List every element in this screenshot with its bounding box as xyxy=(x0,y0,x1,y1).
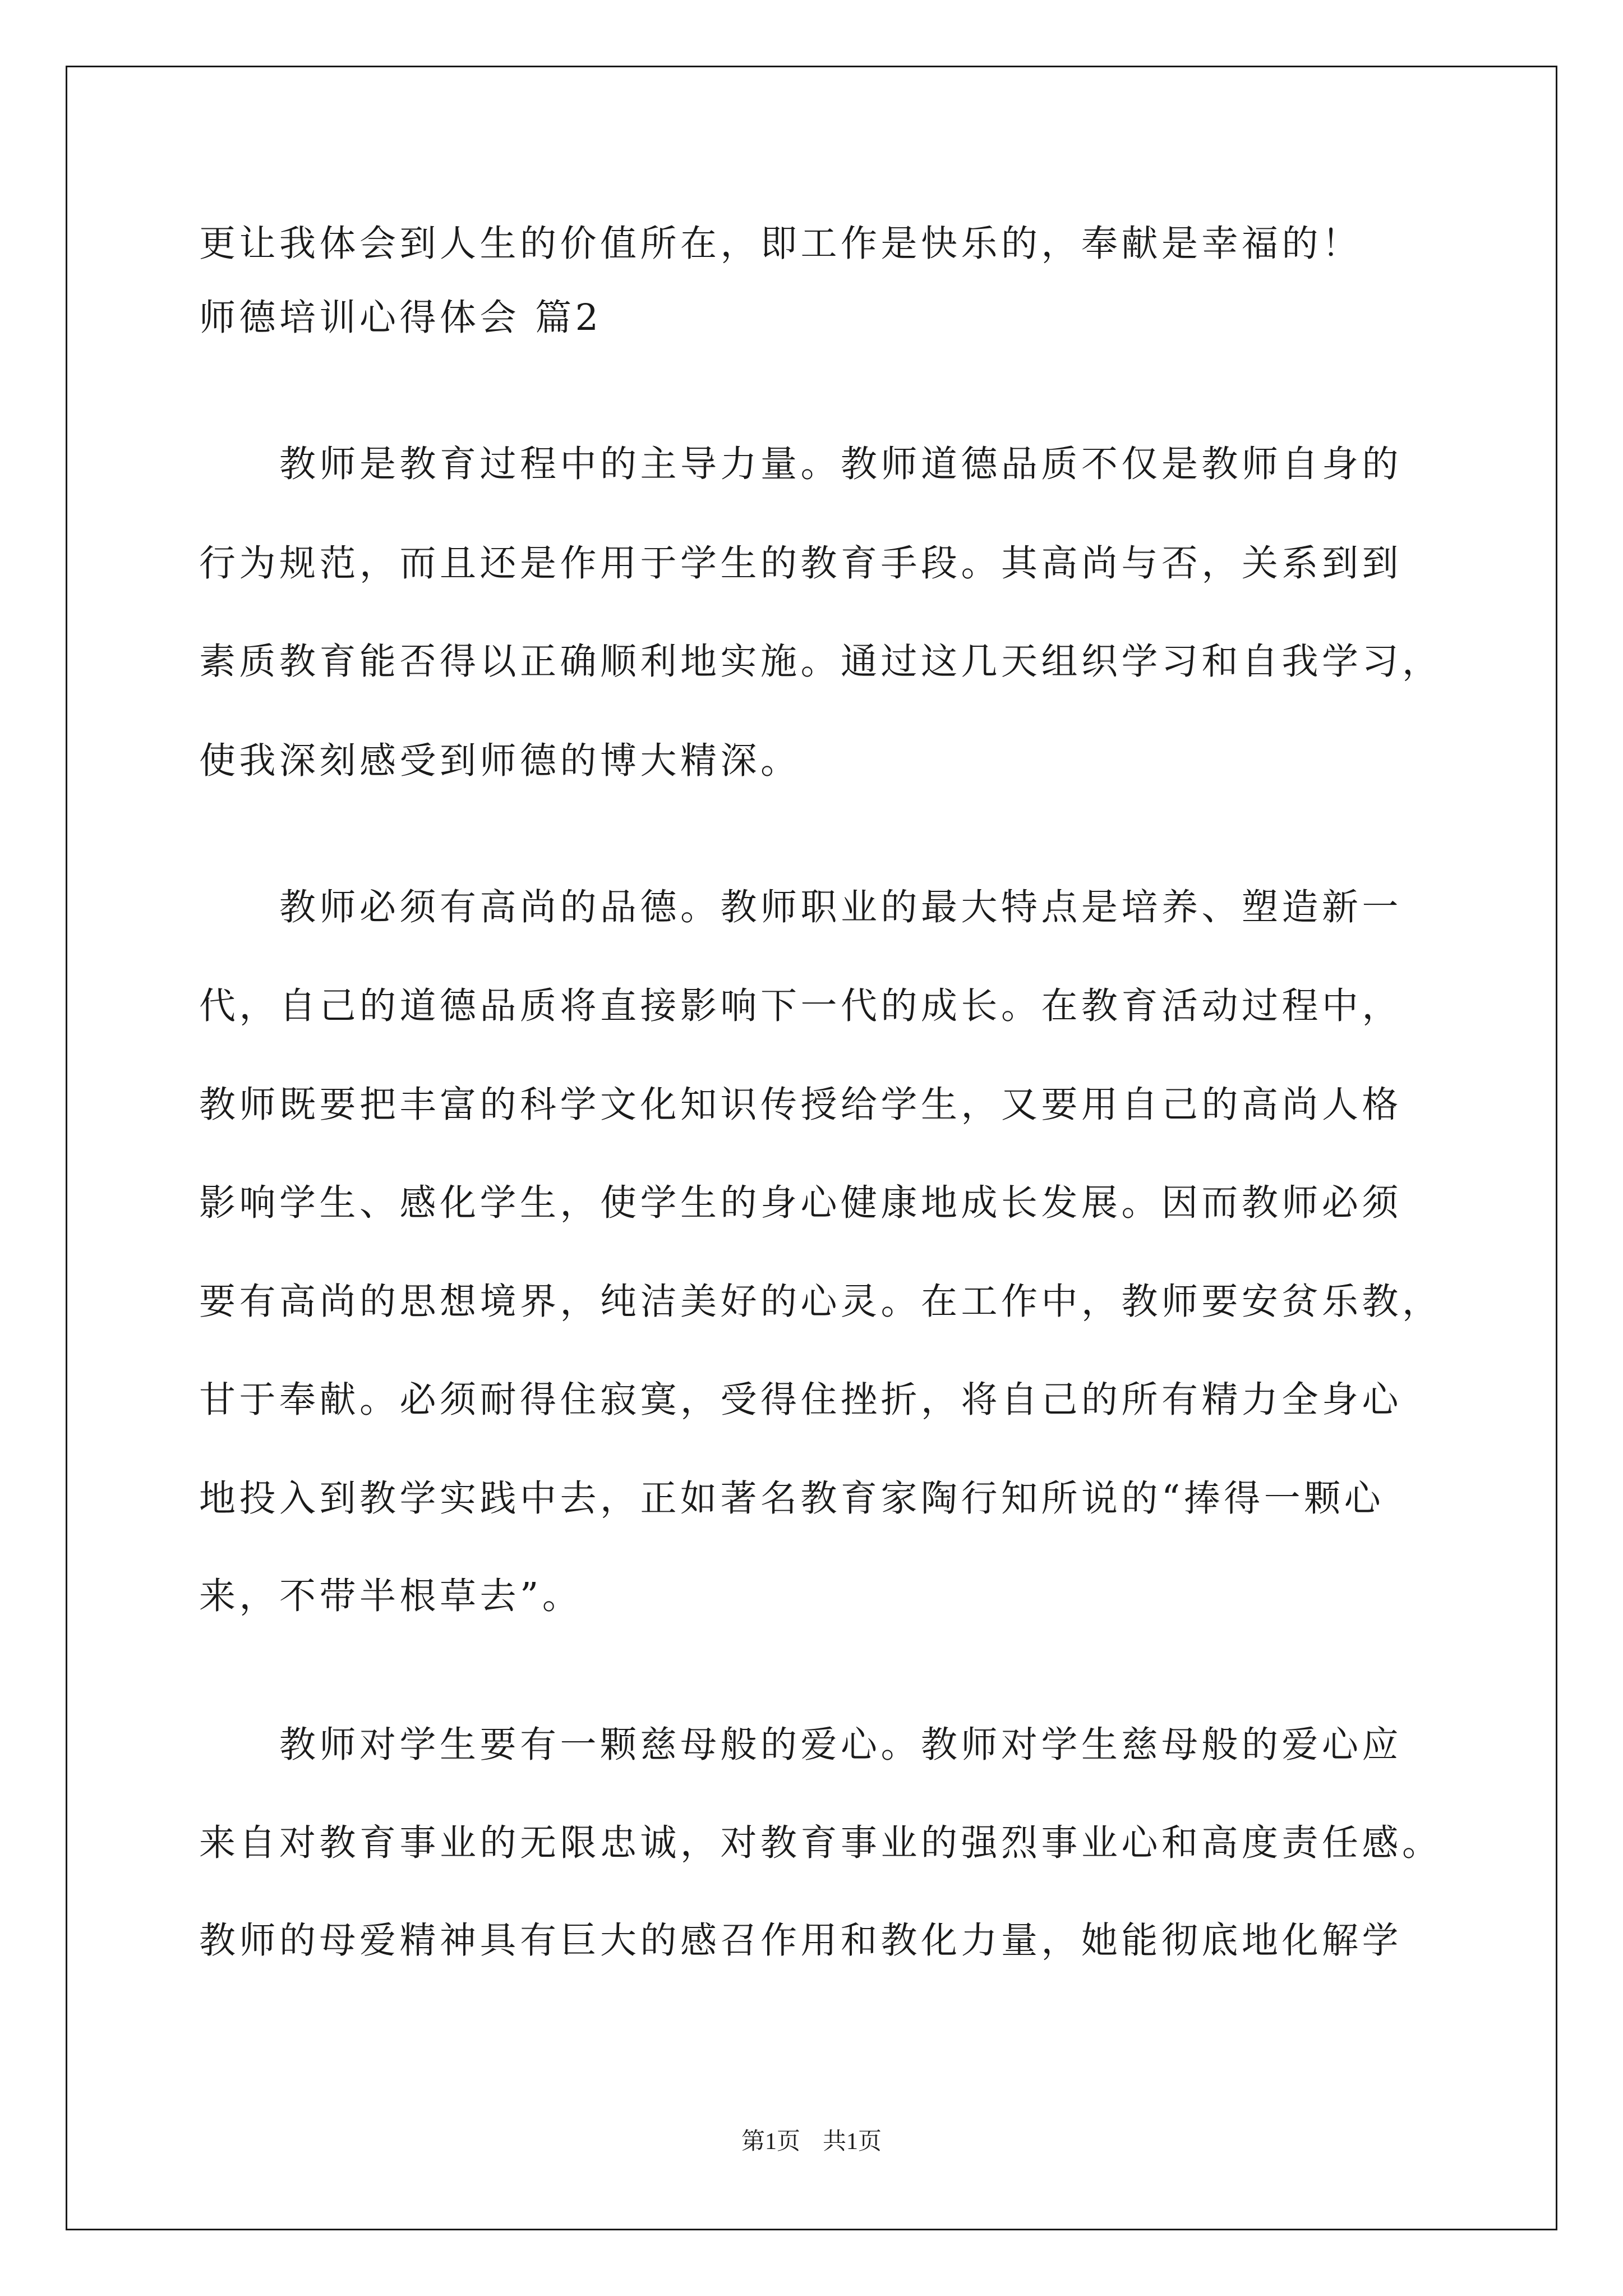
page-number: 第1页 xyxy=(741,2129,800,2155)
text-line: 更让我体会到人生的价值所在，即工作是快乐的，奉献是幸福的！ xyxy=(199,223,1362,265)
text-line: 教师既要把丰富的科学文化知识传授给学生，又要用自己的高尚人格 xyxy=(199,1084,1403,1126)
text-line: 使我深刻感受到师德的博大精深。 xyxy=(199,740,801,782)
text-line: 代，自己的道德品质将直接影响下一代的成长。在教育活动过程中， xyxy=(199,985,1403,1027)
text-line: 来，不带半根草去”。 xyxy=(199,1575,583,1617)
text-line: 教师的母爱精神具有巨大的感召作用和教化力量，她能彻底地化解学 xyxy=(199,1920,1403,1962)
text-line: 教师对学生要有一颗慈母般的爱心。教师对学生慈母般的爱心应 xyxy=(199,1724,1403,1766)
text-line: 影响学生、感化学生，使学生的身心健康地成长发展。因而教师必须 xyxy=(199,1182,1403,1224)
text-line: 要有高尚的思想境界，纯洁美好的心灵。在工作中，教师要安贫乐教， xyxy=(199,1281,1442,1323)
text-line: 地投入到教学实践中去，正如著名教育家陶行知所说的“捧得一颗心 xyxy=(199,1478,1385,1520)
page-footer xyxy=(0,2126,1623,2157)
page-total: 共1页 xyxy=(823,2129,882,2155)
text-line: 甘于奉献。必须耐得住寂寞，受得住挫折，将自己的所有精力全身心 xyxy=(199,1379,1403,1421)
text-line: 素质教育能否得以正确顺利地实施。通过这几天组织学习和自我学习， xyxy=(199,641,1442,683)
text-line: 教师是教育过程中的主导力量。教师道德品质不仅是教师自身的 xyxy=(199,443,1403,485)
text-line: 来自对教育事业的无限忠诚，对教育事业的强烈事业心和高度责任感。 xyxy=(199,1822,1442,1864)
page-border xyxy=(66,66,1557,2230)
text-line: 教师必须有高尚的品德。教师职业的最大特点是培养、塑造新一 xyxy=(199,886,1403,928)
section-heading: 师德培训心得体会 篇2 xyxy=(199,297,602,339)
text-line: 行为规范，而且还是作用于学生的教育手段。其高尚与否，关系到到 xyxy=(199,542,1403,585)
